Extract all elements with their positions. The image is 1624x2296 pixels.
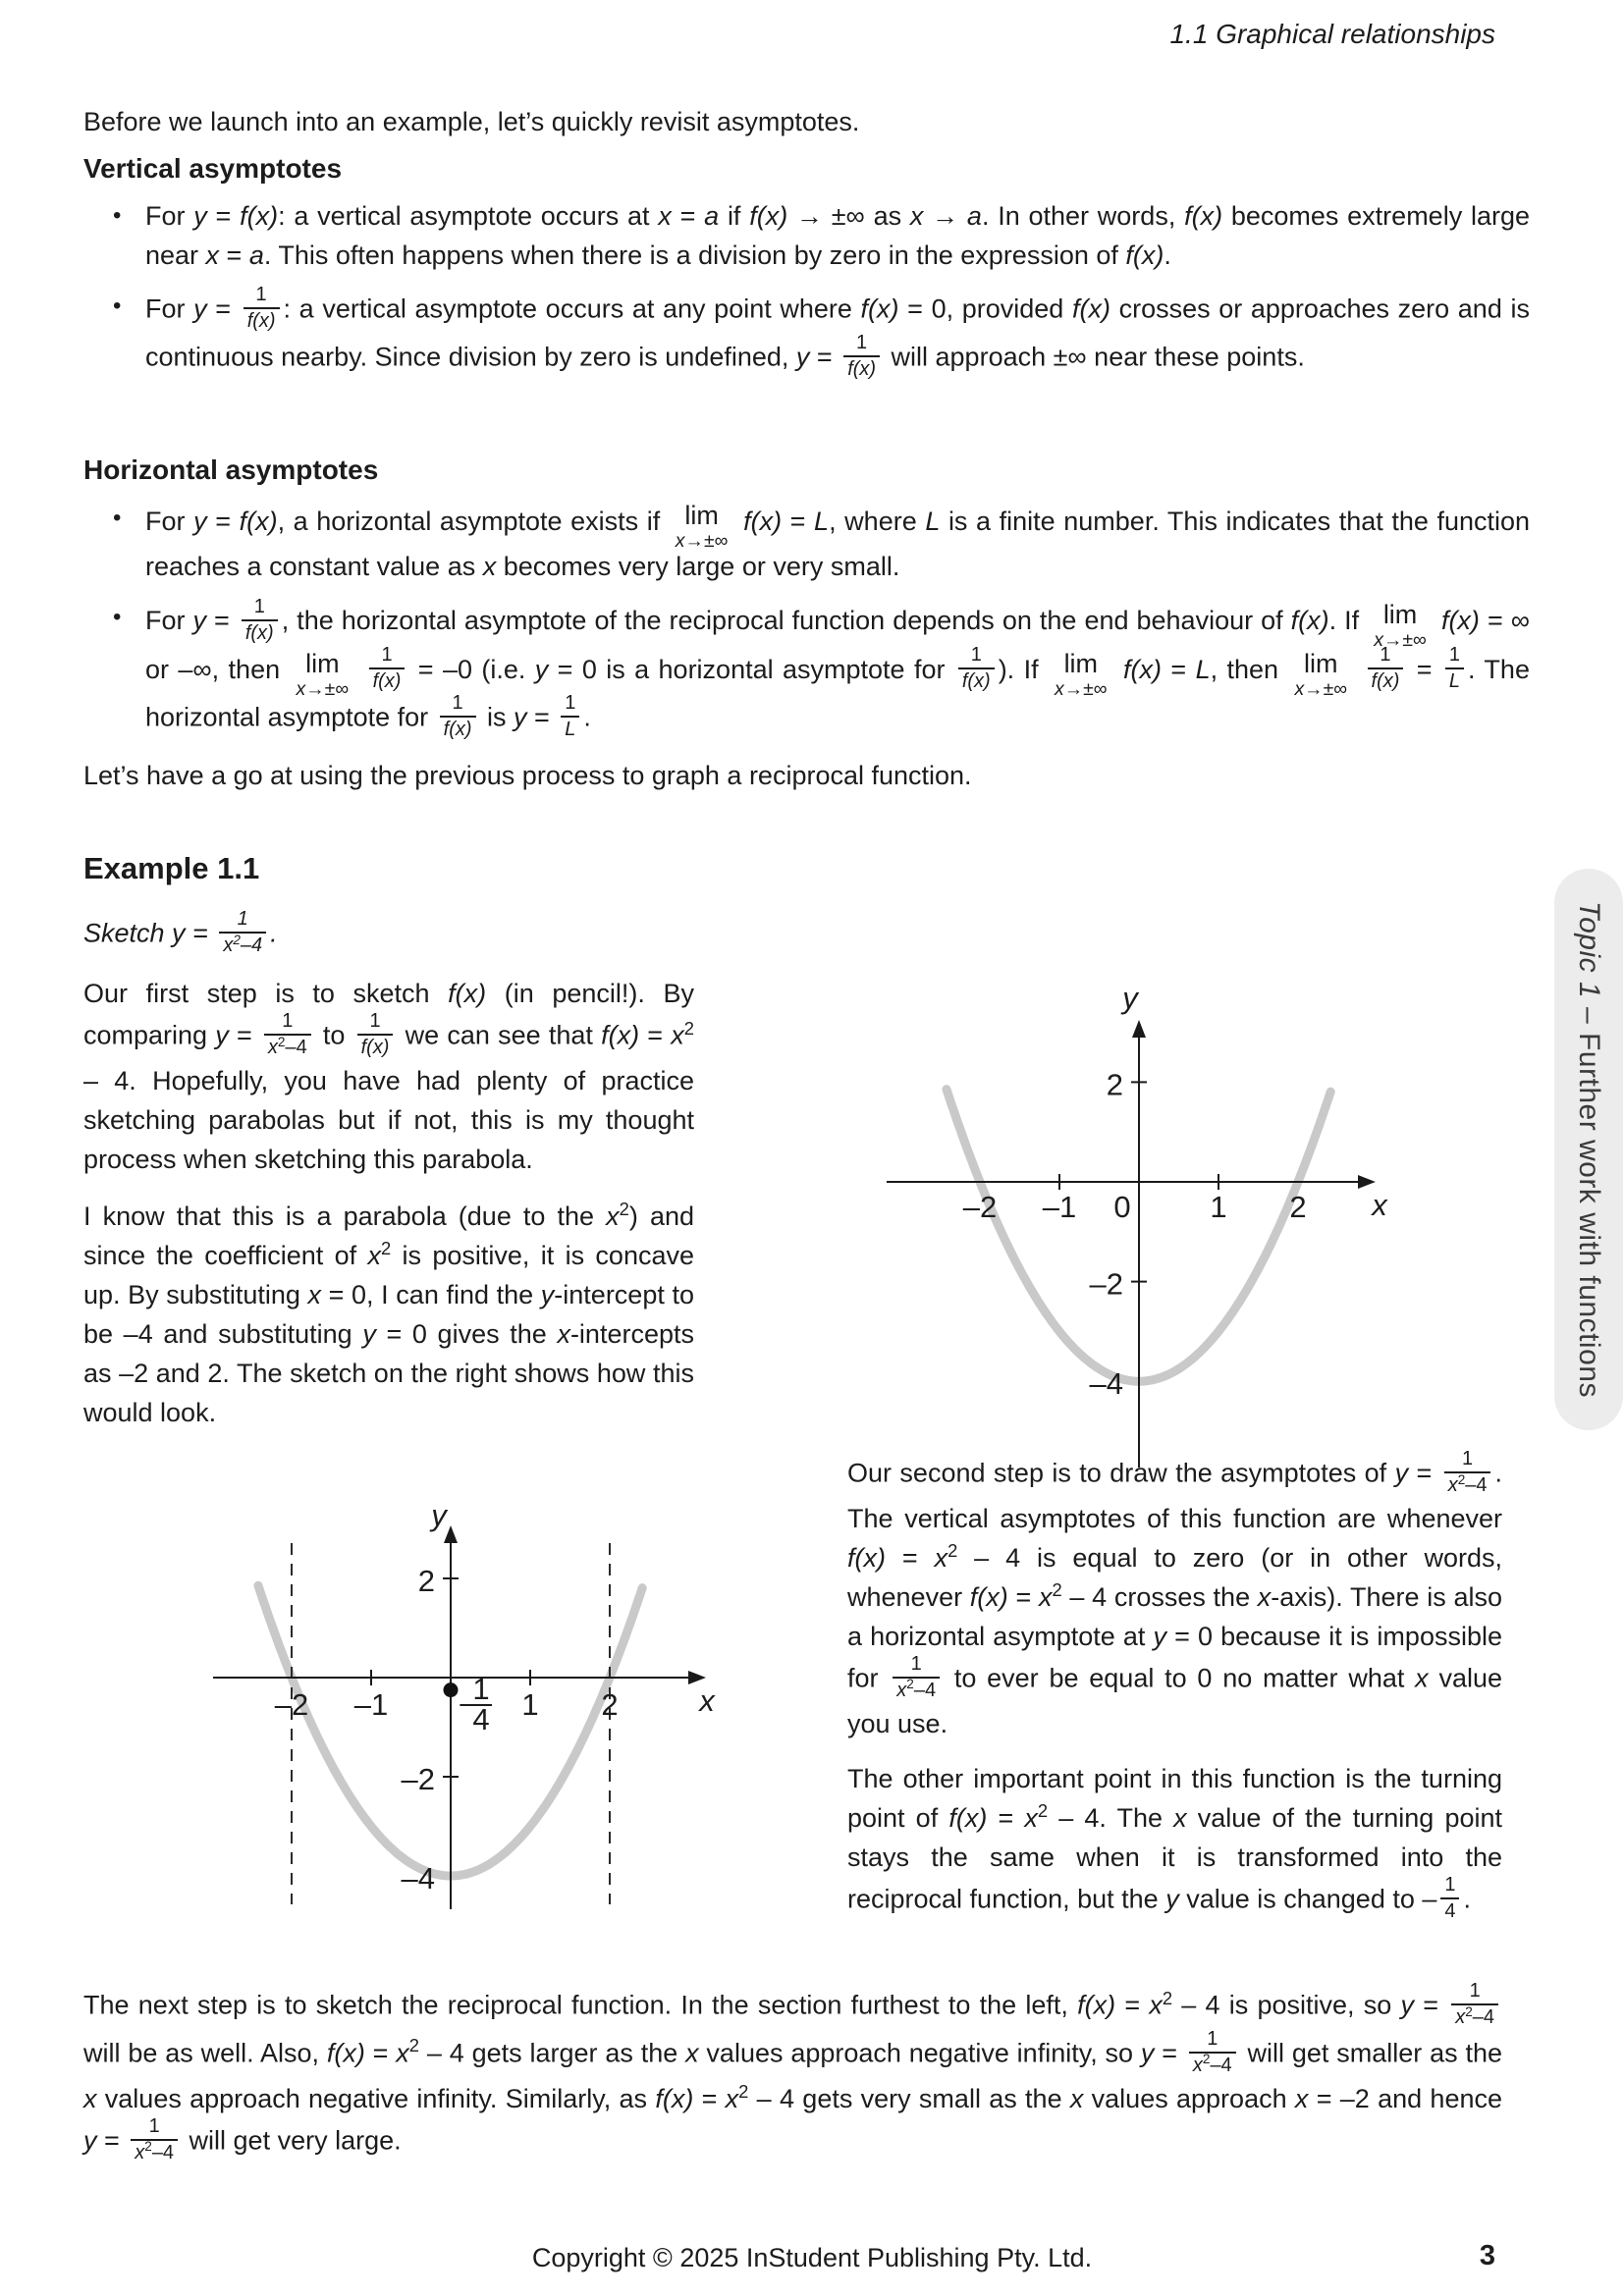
topic-number-label: Topic 1 – — [1573, 901, 1605, 1033]
svg-text:–2: –2 — [962, 1190, 998, 1224]
left-column — [83, 974, 694, 1432]
lets-go-paragraph: Let’s have a go at using the previous process to graph a reciprocal function. — [83, 761, 972, 790]
parabola-thought-paragraph: I know that this is a parabola (due to the $x^2$) and since the coefficient of $x^2$ is positive, it is concave up. By substituting x = 0, I can find the y-intercept to be –4 and substituting y = 0 gives the x-intercepts as –2 and 2. The sketch on the right shows how this would look. — [83, 1198, 695, 1427]
list-item: • For y = $\frac{1}{f(x)}$ : a vertical asymptote occurs at any point where f(x) = 0, provided f(x) crosses or approaches zero and is continuous nearby. Since division by zero is undefined, y = $\frac{1}{f(x)}$ will approach ±∞ near these points. — [111, 287, 1530, 383]
second-step-paragraph: Our second step is to draw the asymptotes of y = $\frac{1}{x^2-4}$ . The vertical asymptotes of this function are whenever $f(x) = x^2 - 4$ is equal to zero (or in other words, whenever $f(x) = x^2 - 4$ crosses the x-axis). There is also a horizontal asymptote at y = 0 because it is impossible for $\frac{1}{x^2-4}$ to ever be equal to 0 no matter what x value you use. — [847, 1448, 1502, 1738]
page-header-section-title: 1.1 Graphical relationships — [1169, 19, 1495, 49]
heading-horizontal-asymptotes: Horizontal asymptotes — [83, 454, 379, 485]
list-item: • For y = f(x), a horizontal asymptote exists if lim x→±∞ f(x) = L, where L is a finite number. This indicates that the function reaches a constant value as x becomes very large or very small. — [111, 499, 1530, 586]
svg-text:2: 2 — [1289, 1190, 1307, 1224]
svg-text:–4: –4 — [1089, 1366, 1123, 1402]
svg-text:–1: –1 — [353, 1687, 389, 1722]
svg-text:–4: –4 — [401, 1861, 435, 1896]
svg-text:4: 4 — [472, 1702, 490, 1736]
reciprocal-asymptote-graph — [172, 1492, 731, 1924]
parabola-graph — [859, 977, 1394, 1477]
svg-text:x: x — [1372, 1188, 1387, 1222]
svg-text:–: – — [460, 1685, 477, 1720]
topic-sidebar-label — [1574, 901, 1603, 1398]
vertical-asymptote-list — [83, 196, 1530, 395]
sketch-prompt: Sketch y = $\frac{1}{x^2-4}$ . — [83, 908, 278, 956]
svg-text:0: 0 — [1113, 1190, 1131, 1224]
footer-copyright: Copyright © 2025 InStudent Publishing Pty. Ltd. — [531, 2243, 1093, 2272]
heading-vertical-asymptotes: Vertical asymptotes — [83, 153, 343, 184]
list-item: • For y = f(x): a vertical asymptote occurs at x = a if f(x) → ±∞ as x → a. In other words, f(x) becomes extremely large near x = a. This often happens when there is a division by zero in the expression of f(x). — [111, 196, 1530, 275]
horizontal-asymptote-list — [83, 499, 1530, 755]
svg-text:y: y — [431, 1498, 447, 1532]
topic-title-label: Further work with functions — [1573, 1033, 1605, 1398]
first-step-paragraph: Our first step is to sketch f(x) (in pencil!). By comparing y = $\frac{1}{x^2-4}$ to $\frac{1}{f(x)}$ we can see that $f(x) = x^2 - 4$. Hopefully, you have had plenty of practice sketching parabolas but if not, this is my thought process when sketching this parabola. — [83, 979, 695, 1174]
svg-text:2: 2 — [1106, 1067, 1123, 1102]
svg-text:1: 1 — [521, 1687, 539, 1722]
next-step-paragraph: The next step is to sketch the reciprocal function. In the section furthest to the left, $f(x) = x^2 - 4$ is positive, so y = $\frac{1}{x^2-4}$ will be as well. Also, $f(x) = x^2 - 4$ gets larger as the x values approach negative infinity, so y = $\frac{1}{x^2-4}$ will get smaller as the x values approach negative infinity. Similarly, as $f(x) = x^2 - 4$ gets very small as the x values approach x = –2 and hence y = $\frac{1}{x^2-4}$ will get very large. — [83, 1980, 1502, 2163]
svg-text:–2: –2 — [274, 1687, 309, 1722]
svg-text:2: 2 — [417, 1564, 435, 1598]
svg-text:–2: –2 — [1089, 1266, 1123, 1302]
list-item: • For y = $\frac{1}{f(x)}$ , the horizontal asymptote of the reciprocal function depends on the end behaviour of f(x). If lim x→±∞ f(x) = ∞ or –∞, then lim x→±∞ $\frac{1}{f(x)}$ = –0 (i.e. y = 0 is a horizontal asymptote for $\frac{1}{f(x)}$ ). If lim x→±∞ f(x) = L, then lim x→±∞ $\frac{1}{f(x)}$ = $\frac{1}{L}$ . The horizontal asymptote for $\frac{1}{f(x)}$ is y = $\frac{1}{L}$ . — [111, 598, 1530, 743]
svg-text:x: x — [699, 1683, 715, 1718]
intro-paragraph: Before we launch into an example, let’s quickly revisit asymptotes. — [83, 107, 860, 136]
svg-text:–1: –1 — [1042, 1190, 1077, 1224]
svg-text:1: 1 — [1210, 1190, 1227, 1224]
topic-sidebar-tab — [1554, 869, 1623, 1430]
footer-page-number: 3 — [1479, 2240, 1495, 2271]
svg-text:1: 1 — [472, 1672, 490, 1706]
svg-text:y: y — [1122, 981, 1138, 1015]
right-column — [847, 1448, 1502, 1925]
turning-point-paragraph: The other important point in this function is the turning point of $f(x) = x^2 - 4$. The x value of the turning point stays the same when it is transformed into the reciprocal function, but the y value is changed to – $\frac{1}{4}$ . — [847, 1763, 1502, 1922]
svg-text:2: 2 — [601, 1687, 619, 1722]
example-heading: Example 1.1 — [83, 851, 260, 885]
svg-text:–2: –2 — [401, 1762, 435, 1796]
